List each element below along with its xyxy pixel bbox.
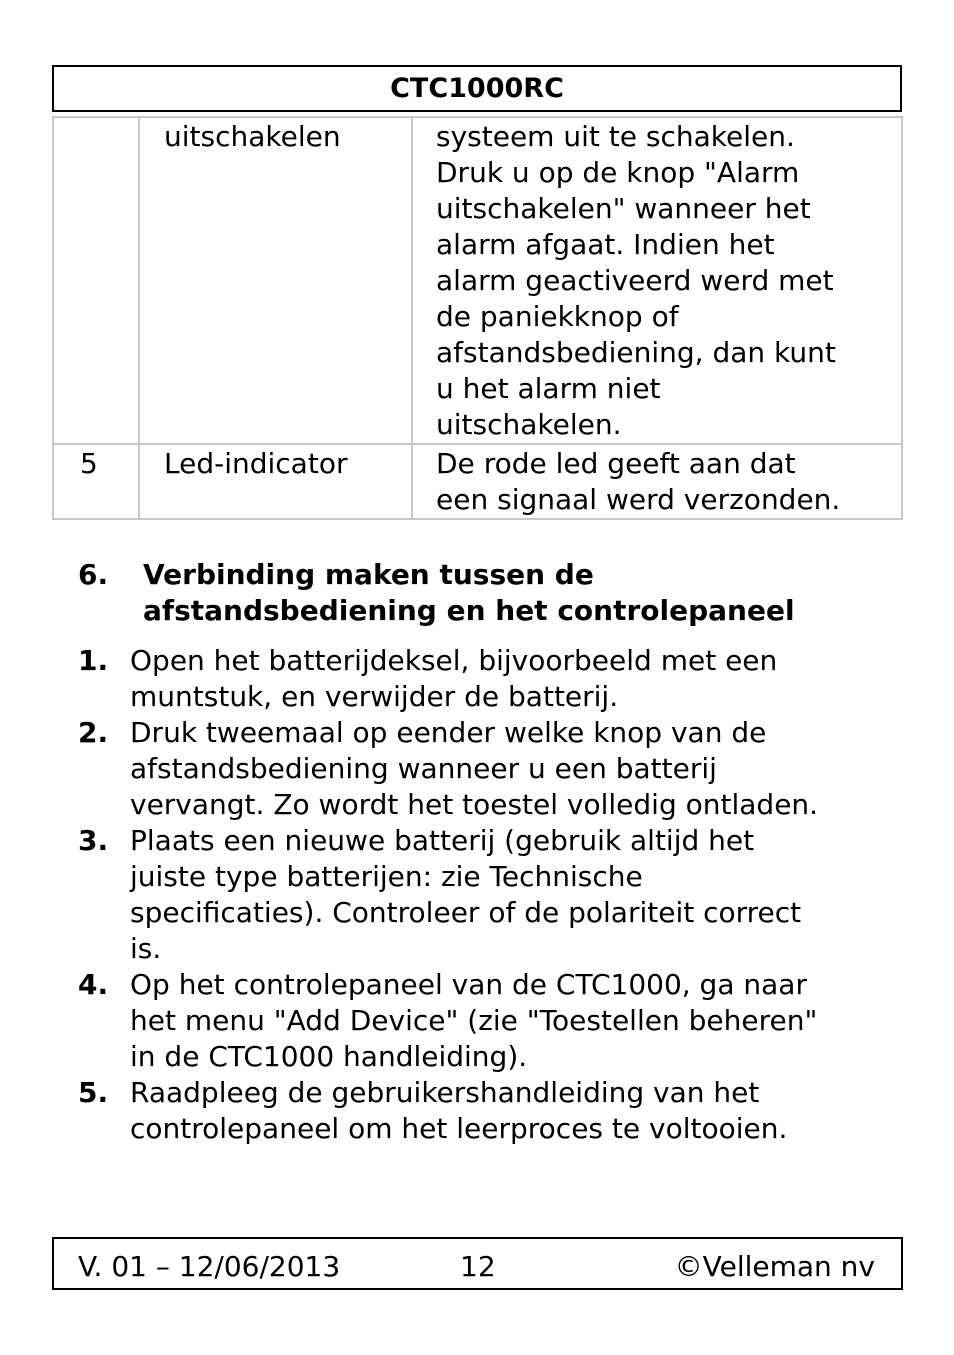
section-title-line: Verbinding maken tussen de (143, 558, 594, 591)
step-line: Open het batterijdeksel, bijvoorbeeld met een (130, 644, 778, 677)
description-line: alarm geactiveerd werd met (436, 264, 834, 297)
row-number-cell (53, 117, 139, 444)
steps-list (78, 643, 878, 1147)
description-line: de paniekknop of (436, 300, 679, 333)
list-item (78, 643, 878, 715)
step-number: 5. (78, 1076, 109, 1109)
footer-copyright: ©Velleman nv (674, 1250, 875, 1283)
step-line: afstandsbediening wanneer u een batterij (130, 752, 717, 785)
footer-version: V. 01 – 12/06/2013 (78, 1250, 341, 1283)
page-number: 12 (460, 1250, 496, 1283)
step-number: 3. (78, 824, 109, 857)
step-line: is. (130, 932, 162, 965)
step-number: 2. (78, 716, 109, 749)
step-line: controlepaneel om het leerproces te voltooien. (130, 1112, 788, 1145)
list-item (78, 715, 878, 823)
description-line: systeem uit te schakelen. (436, 120, 795, 153)
step-line: juiste type batterijen: zie Technische (130, 860, 643, 893)
table-row (53, 117, 902, 444)
spec-table (52, 116, 903, 520)
description-line: afstandsbediening, dan kunt (436, 336, 836, 369)
step-line: muntstuk, en verwijder de batterij. (130, 680, 619, 713)
step-line: in de CTC1000 handleiding). (130, 1040, 528, 1073)
step-line: Raadpleeg de gebruikershandleiding van het (130, 1076, 760, 1109)
list-item (78, 1075, 878, 1147)
description-line: uitschakelen. (436, 408, 622, 441)
row-number-cell: 5 (53, 444, 139, 519)
row-description-cell (412, 444, 902, 519)
step-line: Druk tweemaal op eender welke knop van de (130, 716, 767, 749)
step-line: vervangt. Zo wordt het toestel volledig ontladen. (130, 788, 819, 821)
step-number: 1. (78, 644, 109, 677)
section-title (143, 557, 795, 629)
description-line: u het alarm niet (436, 372, 661, 405)
header-title: CTC1000RC (390, 73, 564, 104)
table-row (53, 444, 902, 519)
step-line: Op het controlepaneel van de CTC1000, ga naar (130, 968, 807, 1001)
row-description-cell (412, 117, 902, 444)
list-item (78, 823, 878, 967)
description-line: Druk u op de knop "Alarm (436, 156, 800, 189)
description-line: alarm afgaat. Indien het (436, 228, 775, 261)
row-name-cell: uitschakelen (139, 117, 412, 444)
step-line: Plaats een nieuwe batterij (gebruik altijd het (130, 824, 755, 857)
step-line: het menu "Add Device" (zie "Toestellen beheren" (130, 1004, 818, 1037)
section-number: 6. (78, 558, 109, 591)
document-footer (52, 1237, 903, 1290)
row-name-cell: Led-indicator (139, 444, 412, 519)
step-number: 4. (78, 968, 109, 1001)
description-line: uitschakelen" wanneer het (436, 192, 811, 225)
description-line: De rode led geeft aan dat (436, 447, 796, 480)
description-line: een signaal werd verzonden. (436, 483, 841, 516)
list-item (78, 967, 878, 1075)
document-header (52, 65, 902, 112)
section-title-line: afstandsbediening en het controlepaneel (143, 594, 795, 627)
step-line: specificaties). Controleer of de polariteit correct (130, 896, 802, 929)
